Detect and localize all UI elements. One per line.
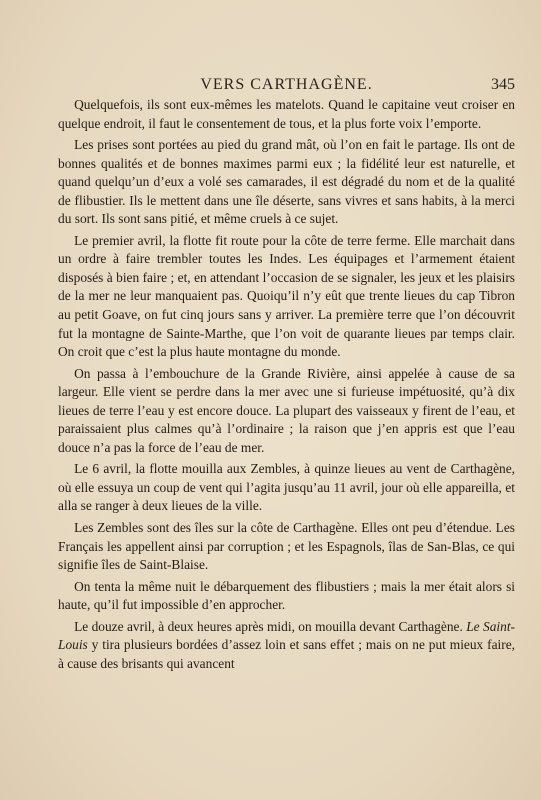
page-header <box>58 76 515 96</box>
ship-name: Le Saint-Louis <box>58 618 515 653</box>
page-number: 345 <box>491 76 515 93</box>
paragraph-text: Le douze avril, à deux heures après midi, on mouilla devant Carthagène. <box>74 618 467 634</box>
paragraph: Les Zembles sont des îles sur la côte de Carthagène. Elles ont peu d’étendue. Les Français les appellent ainsi par corruption ; et les Espagnols, îlas de San-Blas, ce qui signifie îles de Saint-Blaise. <box>58 520 515 573</box>
paragraph: Les prises sont portées au pied du grand mât, où l’on en fait le partage. Ils ont de bonnes qualités et de bonnes maximes parmi eux ; la fidélité leur est naturelle, et quand quelqu’un d’eux a volé ses camarades, il est dégradé du nom et de la qualité de flibustier. Ils le mettent dans une île déserte, sans vivres et sans habits, à la merci du sort. Ils sont sans pitié, et même cruels à ce sujet. <box>58 137 515 227</box>
running-title: VERS CARTHAGÈNE. <box>200 76 373 93</box>
paragraph: Quelquefois, ils sont eux-mêmes les matelots. Quand le capitaine veut croiser en quelque endroit, il faut le consentement de tous, et la plus forte voix l’emporte. <box>58 97 515 131</box>
body-text <box>58 96 515 676</box>
paragraph: On passa à l’embouchure de la Grande Rivière, ainsi appelée à cause de sa largeur. Elle vient se perdre dans la mer avec une si furieuse impétuosité, qu’à dix lieues de terre l’eau y est encore douce. La plupart des vaisseaux y firent de l’eau, et paraissaient plus calmes qu’à l’ordinaire ; la raison que j’en appris est que l’eau douce n’a pas la force de l’eau de mer. <box>58 365 515 455</box>
paragraph-text: y tira plusieurs bordées d’assez loin et sans effet ; mais on ne put mieux faire, à cause des brisants qui avancent <box>58 637 515 671</box>
paragraph: On tenta la même nuit le débarquement des flibustiers ; mais la mer était alors si haute, qu’il fut impossible d’en approcher. <box>58 578 515 613</box>
paragraph: Le premier avril, la flotte fit route pour la côte de terre ferme. Elle marchait dans un ordre à faire trembler toutes les Indes. Les équipages et l’armement étaient disposés à bien faire ; et, en attendant l’occasion de se signaler, les jeux et les plaisirs de la mer ne leur manquaient pas. Quoiqu’il n’y eût que trente lieues du cap Tibron au petit Goave, on fut cinq jours sans y arriver. La première terre que l’on découvrit fut la montagne de Sainte-Marthe, que l’on voit de quarante lieues par temps clair. On croit que c’est la plus haute montagne du monde. <box>58 232 515 360</box>
paragraph-last <box>58 618 515 674</box>
paragraph: Le 6 avril, la flotte mouilla aux Zembles, à quinze lieues au vent de Carthagène, où elle essuya un coup de vent qui l’agita jusqu’au 11 avril, jour où elle appareilla, et alla se ranger à deux lieues de la ville. <box>58 461 515 514</box>
